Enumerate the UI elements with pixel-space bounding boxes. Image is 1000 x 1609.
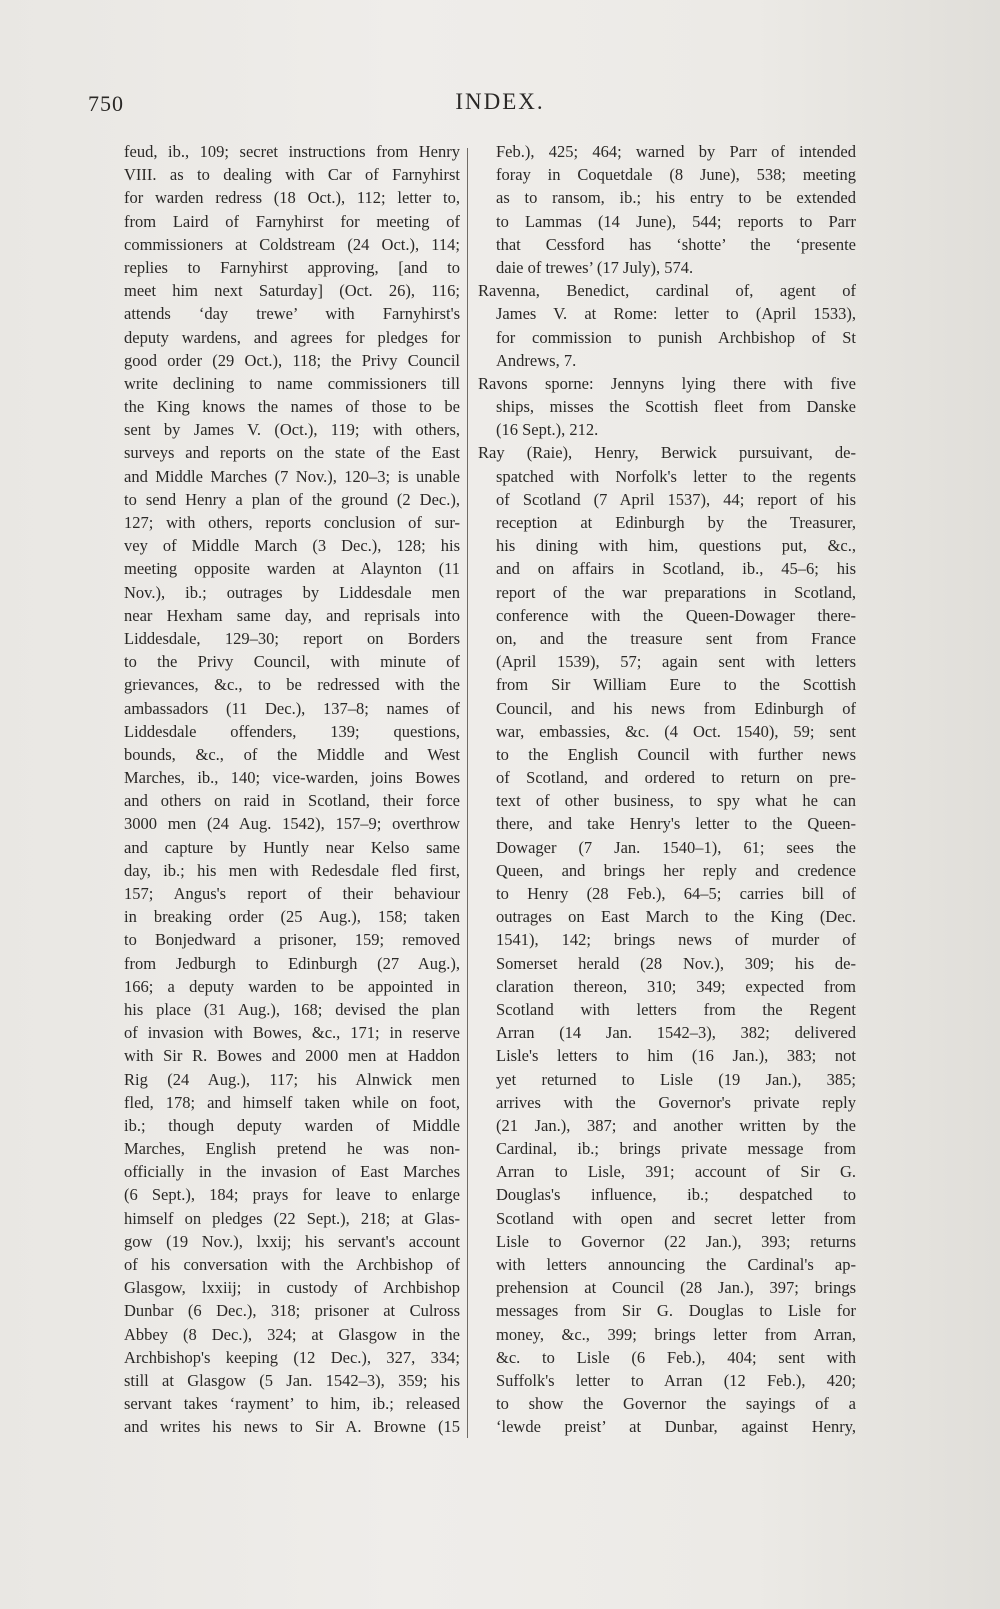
index-line: Arran (14 Jan. 1542–3), 382; delivered bbox=[496, 1023, 856, 1043]
index-line: that Cessford has ‘shotte’ the ‘presente bbox=[496, 234, 856, 254]
index-line: Marches, ib., 140; vice-warden, joins Bowes bbox=[124, 768, 460, 788]
index-line: Andrews, 7. bbox=[496, 350, 577, 370]
index-line: to Bonjedward a prisoner, 159; removed bbox=[124, 930, 460, 950]
index-line: 127; with others, reports conclusion of sur- bbox=[124, 513, 460, 532]
index-line: good order (29 Oct.), 118; the Privy Council bbox=[124, 350, 460, 370]
index-line: attends ‘day trewe’ with Farnyhirst's bbox=[124, 304, 460, 324]
index-line: to send Henry a plan of the ground (2 Dec.), bbox=[124, 489, 460, 509]
index-line: ib.; though deputy warden of Middle bbox=[124, 1115, 460, 1135]
index-line: bounds, &c., of the Middle and West bbox=[124, 744, 460, 764]
index-line: as to ransom, ib.; his entry to be extended bbox=[496, 188, 856, 208]
index-line: Rig (24 Aug.), 117; his Alnwick men bbox=[124, 1069, 460, 1089]
index-line: Abbey (8 Dec.), 324; at Glasgow in the bbox=[124, 1324, 460, 1344]
index-line: still at Glasgow (5 Jan. 1542–3), 359; his bbox=[124, 1370, 460, 1390]
index-line: from Laird of Farnyhirst for meeting of bbox=[124, 211, 460, 231]
index-line: Ravons sporne: Jennyns lying there with five bbox=[478, 373, 856, 393]
index-line: prehension at Council (28 Jan.), 397; brings bbox=[496, 1278, 856, 1298]
index-line: his place (31 Aug.), 168; devised the plan bbox=[124, 999, 460, 1019]
index-line: of Scotland (7 April 1537), 44; report of his bbox=[496, 489, 856, 509]
index-line: with letters announcing the Cardinal's ap- bbox=[496, 1255, 856, 1274]
index-line: of Scotland, and ordered to return on pre- bbox=[496, 768, 856, 788]
index-line: to show the Governor the sayings of a bbox=[496, 1394, 856, 1414]
index-line: spatched with Norfolk's letter to the regents bbox=[496, 466, 856, 486]
index-line: Feb.), 425; 464; warned by Parr of intended bbox=[496, 142, 856, 161]
running-title: INDEX. bbox=[455, 89, 545, 114]
index-line: servant takes ‘rayment’ to him, ib.; released bbox=[124, 1394, 460, 1414]
index-line: Archbishop's keeping (12 Dec.), 327, 334; bbox=[124, 1347, 460, 1367]
index-line: officially in the invasion of East Marches bbox=[124, 1162, 460, 1182]
index-line: war, embassies, &c. (4 Oct. 1540), 59; sent bbox=[496, 721, 856, 741]
index-line: James V. at Rome: letter to (April 1533), bbox=[496, 304, 856, 324]
index-line: and others on raid in Scotland, their force bbox=[124, 791, 460, 811]
index-line: Lisle to Governor (22 Jan.), 393; returns bbox=[496, 1231, 856, 1251]
index-line: Ray (Raie), Henry, Berwick pursuivant, de- bbox=[478, 443, 856, 463]
index-line: grievances, &c., to be redressed with the bbox=[124, 675, 460, 695]
index-line: Nov.), ib.; outrages by Liddesdale men bbox=[124, 582, 460, 602]
index-line: Liddesdale offenders, 139; questions, bbox=[124, 721, 460, 741]
index-line: Marches, English pretend he was non- bbox=[124, 1139, 460, 1159]
index-line: of his conversation with the Archbishop of bbox=[124, 1255, 460, 1274]
index-line: deputy wardens, and agrees for pledges for bbox=[124, 327, 460, 347]
index-line: Liddesdale, 129–30; report on Borders bbox=[124, 628, 460, 648]
index-line: text of other business, to spy what he can bbox=[496, 791, 856, 811]
index-line: to Lammas (14 June), 544; reports to Parr bbox=[496, 211, 856, 231]
index-line: ships, misses the Scottish fleet from Danske bbox=[496, 397, 856, 417]
index-line: vey of Middle March (3 Dec.), 128; his bbox=[124, 536, 460, 556]
index-line: Dowager (7 Jan. 1540–1), 61; sees the bbox=[496, 837, 856, 857]
index-line: surveys and reports on the state of the East bbox=[124, 443, 460, 463]
index-line: 3000 men (24 Aug. 1542), 157–9; overthrow bbox=[124, 814, 460, 834]
index-line: 1541), 142; brings news of murder of bbox=[496, 930, 856, 950]
index-line: &c. to Lisle (6 Feb.), 404; sent with bbox=[496, 1347, 856, 1367]
index-line: 157; Angus's report of their behaviour bbox=[124, 884, 460, 903]
index-line: to Henry (28 Feb.), 64–5; carries bill of bbox=[496, 884, 856, 903]
index-line: himself on pledges (22 Sept.), 218; at Glas- bbox=[124, 1208, 460, 1228]
index-line: Arran to Lisle, 391; account of Sir G. bbox=[496, 1162, 856, 1182]
index-line: the King knows the names of those to be bbox=[124, 397, 460, 417]
index-line: there, and take Henry's letter to the Queen- bbox=[496, 814, 856, 834]
index-line: report of the war preparations in Scotland, bbox=[496, 582, 856, 602]
index-line: outrages on East March to the King (Dec. bbox=[496, 907, 856, 927]
index-line: claration thereon, 310; 349; expected from bbox=[496, 976, 856, 996]
index-line: Suffolk's letter to Arran (12 Feb.), 420; bbox=[496, 1370, 856, 1390]
index-line: (6 Sept.), 184; prays for leave to enlarge bbox=[124, 1185, 460, 1205]
index-line: with Sir R. Bowes and 2000 men at Haddon bbox=[124, 1046, 460, 1066]
index-line: money, &c., 399; brings letter from Arran, bbox=[496, 1324, 856, 1344]
index-line: messages from Sir G. Douglas to Lisle for bbox=[496, 1301, 856, 1321]
right-column bbox=[478, 140, 856, 1439]
index-line: 166; a deputy warden to be appointed in bbox=[124, 976, 460, 996]
index-line: Lisle's letters to him (16 Jan.), 383; not bbox=[496, 1046, 856, 1066]
index-line: in breaking order (25 Aug.), 158; taken bbox=[124, 907, 460, 927]
index-line: (21 Jan.), 387; and another written by the bbox=[496, 1115, 856, 1135]
index-line: and Middle Marches (7 Nov.), 120–3; is unable bbox=[124, 466, 460, 486]
index-line: meet him next Saturday] (Oct. 26), 116; bbox=[124, 281, 460, 301]
index-line: daie of trewes’ (17 July), 574. bbox=[496, 257, 694, 277]
page-number: 750 bbox=[88, 91, 124, 116]
index-line: write declining to name commissioners till bbox=[124, 373, 460, 393]
index-line: VIII. as to dealing with Car of Farnyhirst bbox=[124, 165, 460, 185]
page-header bbox=[0, 85, 1000, 125]
index-line: foray in Coquetdale (8 June), 538; meeting bbox=[496, 165, 856, 185]
index-line: Ravenna, Benedict, cardinal of, agent of bbox=[478, 281, 856, 301]
index-line: Cardinal, ib.; brings private message from bbox=[496, 1139, 856, 1159]
index-line: of invasion with Bowes, &c., 171; in reserve bbox=[124, 1023, 460, 1043]
index-line: yet returned to Lisle (19 Jan.), 385; bbox=[496, 1069, 856, 1089]
index-line: meeting opposite warden at Alaynton (11 bbox=[124, 559, 460, 579]
index-line: his dining with him, questions put, &c., bbox=[496, 536, 856, 556]
index-line: Glasgow, lxxiij; in custody of Archbishop bbox=[124, 1278, 460, 1298]
index-line: replies to Farnyhirst approving, [and to bbox=[124, 257, 460, 277]
index-line: reception at Edinburgh by the Treasurer, bbox=[496, 513, 856, 532]
index-line: ‘lewde preist’ at Dunbar, against Henry, bbox=[496, 1417, 856, 1437]
index-line: conference with the Queen-Dowager there- bbox=[496, 605, 856, 625]
index-line: to the Privy Council, with minute of bbox=[124, 652, 460, 672]
index-line: Dunbar (6 Dec.), 318; prisoner at Culross bbox=[124, 1301, 460, 1321]
index-line: Queen, and brings her reply and credence bbox=[496, 860, 856, 880]
index-line: (16 Sept.), 212. bbox=[496, 420, 599, 440]
index-line: gow (19 Nov.), lxxij; his servant's account bbox=[124, 1231, 460, 1251]
index-line: commissioners at Coldstream (24 Oct.), 114; bbox=[124, 234, 460, 254]
index-line: and capture by Huntly near Kelso same bbox=[124, 837, 460, 857]
index-line: from Sir William Eure to the Scottish bbox=[496, 675, 856, 695]
index-line: for warden redress (18 Oct.), 112; letter to, bbox=[124, 188, 460, 208]
index-line: Scotland with open and secret letter from bbox=[496, 1208, 856, 1228]
index-line: day, ib.; his men with Redesdale fled first, bbox=[124, 860, 460, 880]
index-line: to the English Council with further news bbox=[496, 744, 856, 764]
index-line: Somerset herald (28 Nov.), 309; his de- bbox=[496, 953, 856, 973]
left-column bbox=[106, 140, 460, 1439]
index-line: Scotland with letters from the Regent bbox=[496, 999, 856, 1019]
index-line: Douglas's influence, ib.; despatched to bbox=[496, 1185, 856, 1205]
index-line: ambassadors (11 Dec.), 137–8; names of bbox=[124, 698, 460, 718]
index-line: on, and the treasure sent from France bbox=[496, 628, 856, 648]
index-line: fled, 178; and himself taken while on foot, bbox=[124, 1092, 460, 1112]
index-line: arrives with the Governor's private reply bbox=[496, 1092, 856, 1112]
index-line: sent by James V. (Oct.), 119; with others, bbox=[124, 420, 460, 440]
index-line: from Jedburgh to Edinburgh (27 Aug.), bbox=[124, 953, 460, 973]
index-line: for commission to punish Archbishop of St bbox=[496, 327, 856, 347]
index-line: and on affairs in Scotland, ib., 45–6; his bbox=[496, 559, 856, 579]
column-divider bbox=[467, 148, 468, 1438]
index-line: feud, ib., 109; secret instructions from Henry bbox=[124, 142, 460, 161]
index-line: near Hexham same day, and reprisals into bbox=[124, 605, 460, 625]
index-line: Council, and his news from Edinburgh of bbox=[496, 698, 856, 718]
index-line: and writes his news to Sir A. Browne (15 bbox=[124, 1417, 460, 1437]
index-line: (April 1539), 57; again sent with letters bbox=[496, 652, 856, 672]
